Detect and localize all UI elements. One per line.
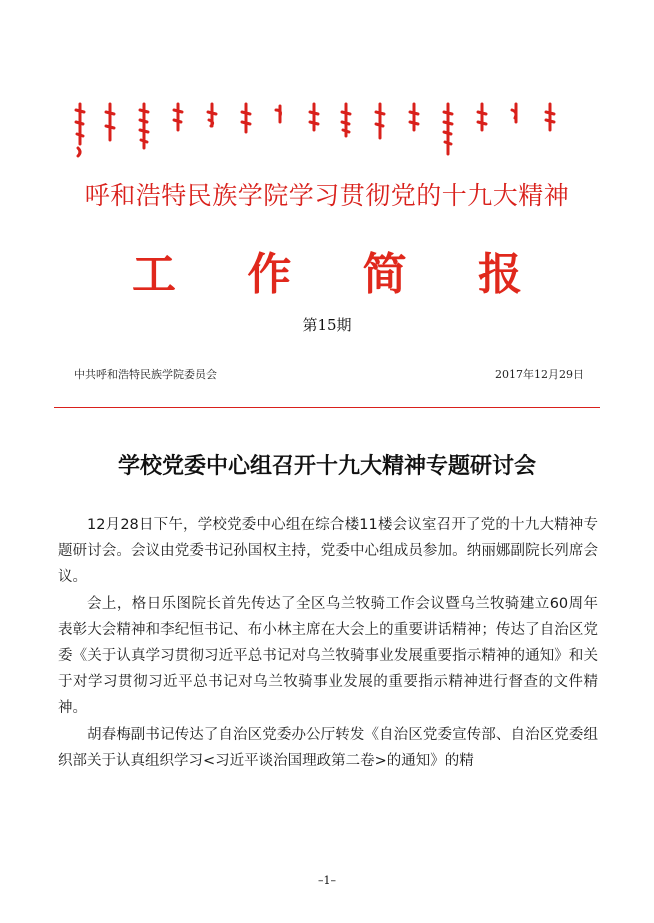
article-title: 学校党委中心组召开十九大精神专题研讨会 xyxy=(117,454,536,479)
paragraph: 胡春梅副书记传达了自治区党委办公厅转发《自治区党委宣传部、自治区党委组织部关于认真组织学习<习近平谈治国理政第二卷>的通知》的精 xyxy=(58,726,598,769)
article-body xyxy=(58,512,598,774)
red-divider-rule xyxy=(54,407,600,408)
issue-date: 2017年12月29日 xyxy=(495,368,584,381)
paragraph: 会上，格日乐图院长首先传达了全区乌兰牧骑工作会议暨乌兰牧骑建立60周年表彰大会精神和李纪恒书记、布小林主席在大会上的重要讲话精神；传达了自治区党委《关于认真学习贯彻习近平总书记对乌兰牧骑事业发展重要指示精神的通知》和关于对学习贯彻习近平总书记对乌兰牧骑事业发展的重要指示精神进行督查的文件精神。 xyxy=(58,595,598,717)
header-organization-line: 呼和浩特民族学院学习贯彻党的十九大精神 xyxy=(84,181,570,210)
issuer: 中共呼和浩特民族学院委员会 xyxy=(74,368,217,381)
paragraph: 12月28日下午，学校党委中心组在综合楼11楼会议室召开了党的十九大精神专题研讨会。会议由党委书记孙国权主持，党委中心组成员参加。纳丽娜副院长列席会议。 xyxy=(58,517,598,586)
page-number: –1– xyxy=(318,874,336,887)
brief-title: 工 作 简 报 xyxy=(132,249,550,300)
issue-number: 第15期 xyxy=(302,316,352,334)
mongolian-script-header xyxy=(70,100,580,162)
mongolian-script-glyphs xyxy=(70,100,580,162)
